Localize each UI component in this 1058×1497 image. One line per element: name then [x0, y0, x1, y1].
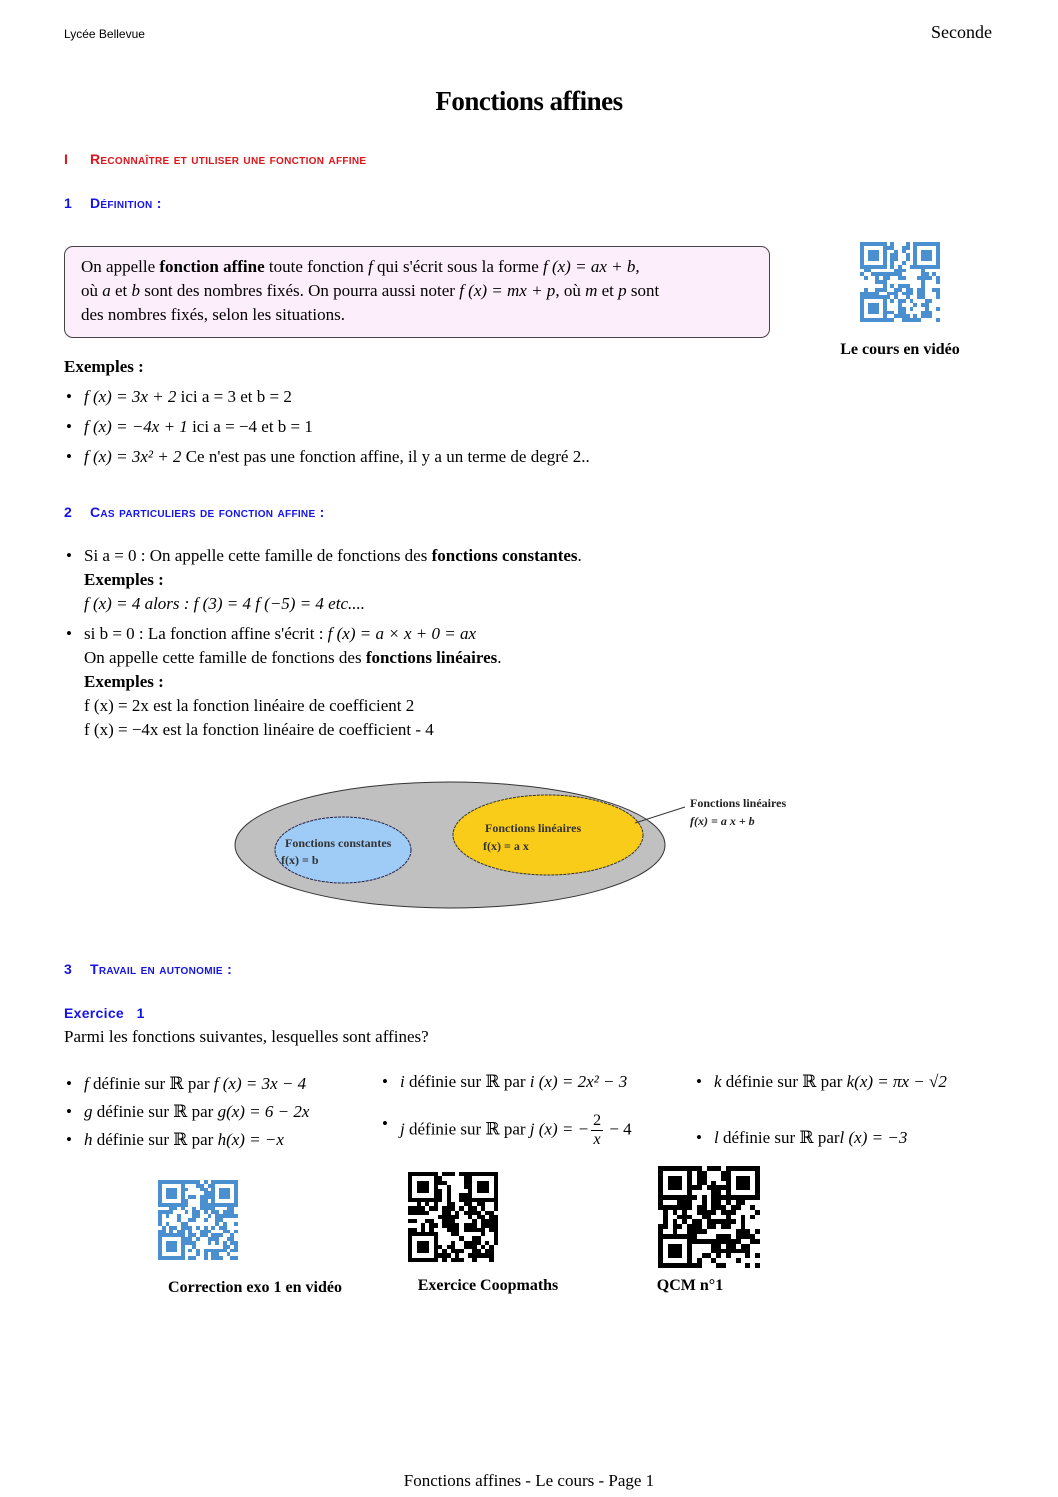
- header-school: Lycée Bellevue: [64, 27, 145, 41]
- constant-label-2: f(x) = b: [281, 853, 319, 867]
- definition-box: [64, 246, 770, 338]
- case-linear: • si b = 0 : La fonction affine s'écrit : f (x) = a × x + 0 = ax On appelle cette famille de fonctions des fonctions linéaires. Exemples : f (x) = 2x est la fonction linéaire de coefficient 2 f (x) = −4x est la fonction linéaire de coefficient - 4: [64, 622, 582, 742]
- qr-label-coopmaths: Exercice Coopmaths: [417, 1277, 559, 1294]
- header-level: Seconde: [931, 22, 992, 42]
- outer-label-2: f(x) = a x + b: [690, 814, 755, 828]
- exercise-item-h: • h définie sur ℝ par h(x) = −x: [64, 1126, 309, 1154]
- qr-module: [494, 1258, 498, 1262]
- venn-diagram: [225, 780, 825, 910]
- qr-label-correction: Correction exo 1 en vidéo: [168, 1279, 342, 1296]
- qr-code-course-video[interactable]: [860, 242, 940, 322]
- ellipse-linear: [453, 795, 643, 875]
- exercise-item-f: • f définie sur ℝ par f (x) = 3x − 4: [64, 1070, 309, 1098]
- case-constant: • Si a = 0 : On appelle cette famille de fonctions des fonctions constantes. Exemples : f (x) = 4 alors : f (3) = 4 f (−5) = 4 etc....: [64, 544, 582, 616]
- subsection-heading-3: 3 Travail en autonomie :: [64, 961, 233, 977]
- example-item: • f (x) = 3x + 2 ici a = 3 et b = 2: [64, 385, 590, 409]
- definition-line-3: des nombres fixés, selon les situations.: [81, 305, 345, 324]
- exercise-item-l: • l définie sur ℝ parl (x) = −3: [694, 1126, 947, 1150]
- qr-module: [755, 1263, 760, 1268]
- exercise-item-g: • g définie sur ℝ par g(x) = 6 − 2x: [64, 1098, 309, 1126]
- linear-label-2: f(x) = a x: [483, 839, 529, 853]
- qr-code-correction-video[interactable]: [158, 1180, 238, 1260]
- qr-code-qcm[interactable]: [658, 1166, 760, 1268]
- linear-label-1: Fonctions linéaires: [485, 821, 582, 835]
- exercise-col-3: [694, 1070, 947, 1150]
- definition-line-2: où a et b sont des nombres fixés. On pourra aussi noter f (x) = mx + p, où m et p sont: [81, 281, 660, 300]
- example-item: • f (x) = 3x² + 2 Ce n'est pas une fonction affine, il y a un terme de degré 2..: [64, 445, 590, 469]
- subsection-heading-1: 1 Définition :: [64, 195, 162, 211]
- qr-module: [936, 318, 940, 322]
- exercise-item-i: • i définie sur ℝ par i (x) = 2x² − 3: [380, 1070, 632, 1094]
- exercise-heading: Exercice 1: [64, 1005, 145, 1021]
- examples-heading: Exemples :: [64, 357, 144, 376]
- exercise-prompt: Parmi les fonctions suivantes, lesquelles sont affines?: [64, 1027, 429, 1046]
- constant-label-1: Fonctions constantes: [285, 836, 392, 850]
- examples-section: [64, 355, 590, 469]
- page-footer: Fonctions affines - Le cours - Page 1: [403, 1471, 655, 1490]
- definition-line-1: On appelle fonction affine toute fonction f qui s'écrit sous la forme f (x) = ax + b,: [81, 257, 640, 276]
- ellipse-constant: [275, 817, 411, 883]
- qr-code-coopmaths[interactable]: [408, 1172, 498, 1262]
- example-item: • f (x) = −4x + 1 ici a = −4 et b = 1: [64, 415, 590, 439]
- exercise-item-j: • j définie sur ℝ par j (x) = − $\frac{2}{x}$ − 4: [380, 1112, 632, 1149]
- page-title: Fonctions affines: [435, 86, 623, 116]
- pointer-line: [635, 807, 685, 823]
- subsection-heading-2: 2 Cas particuliers de fonction affine :: [64, 504, 325, 520]
- qr-label-qcm: QCM n°1: [656, 1277, 724, 1294]
- exercise-item-k: • k définie sur ℝ par k(x) = πx − √2: [694, 1070, 947, 1094]
- outer-label-1: Fonctions linéaires: [690, 796, 787, 810]
- qr-label-course-video: Le cours en vidéo: [840, 341, 960, 358]
- particular-cases: [64, 544, 582, 742]
- exercise-col-2: [380, 1070, 632, 1149]
- section-heading-I: I Reconnaître et utiliser une fonction affine: [64, 151, 367, 167]
- exercise-col-1: [64, 1070, 309, 1154]
- qr-module: [234, 1256, 238, 1260]
